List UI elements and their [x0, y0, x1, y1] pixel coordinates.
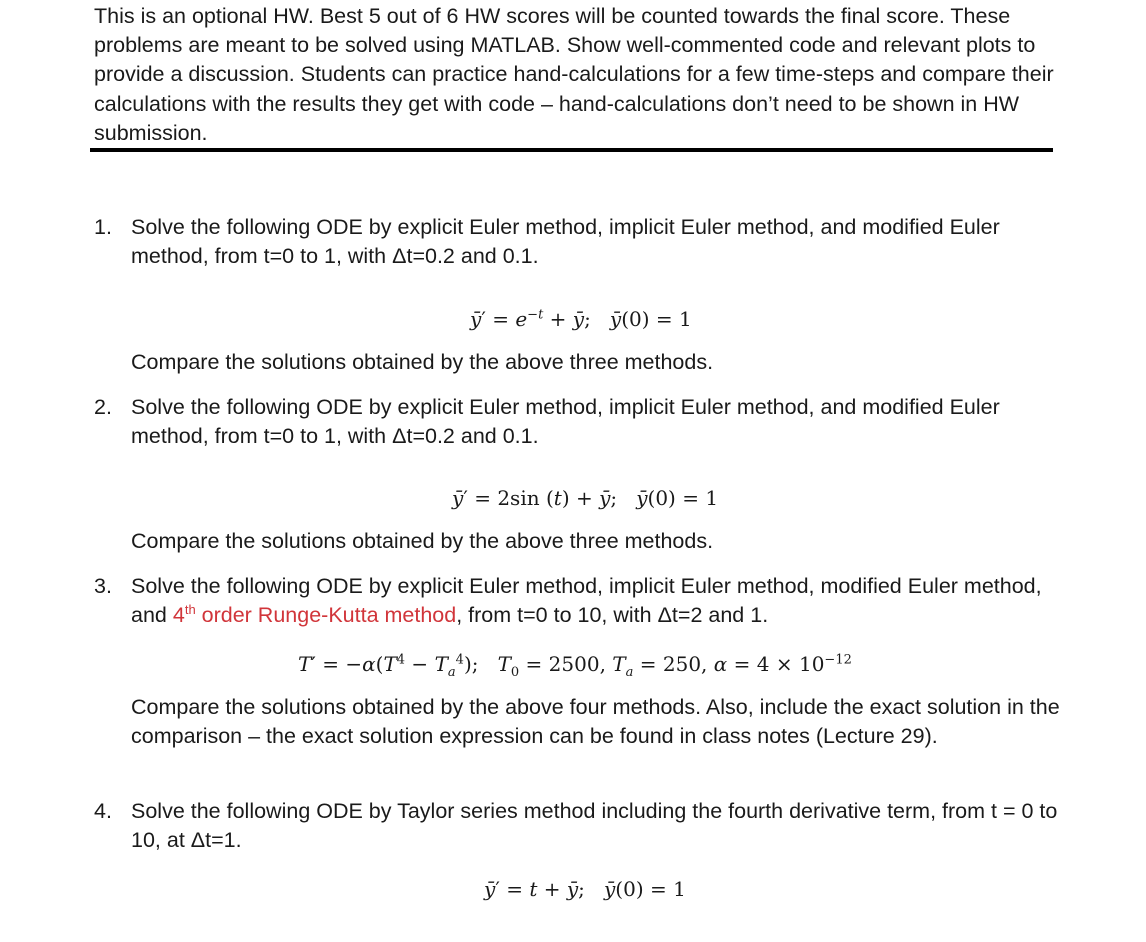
problem-number: 3. [94, 574, 112, 598]
header-rule [90, 148, 1053, 152]
highlight-text: order Runge-Kutta method [195, 603, 457, 628]
problem-2 [94, 393, 1074, 451]
problem-2-compare: Compare the solutions obtained by the above three methods. [131, 529, 714, 553]
highlight-number: 4 [172, 603, 185, 628]
problem-text: Solve the following ODE by explicit Euler method, implicit Euler method, and modified Euler method, from t=0 to 1, with Δt=0.2 and 0.1. [131, 215, 1000, 269]
problem-1 [94, 213, 1074, 271]
problem-4-equation: ȳ′ = t + ȳ; ȳ(0) = 1 [484, 877, 686, 901]
problem-text: Solve the following ODE by explicit Euler method, implicit Euler method, and modified Euler method, from t=0 to 1, with Δt=0.2 and 0.1. [131, 395, 1000, 449]
problem-number: 1. [94, 215, 112, 239]
problem-1-equation: ȳ′ = $e^{-t}$ + ȳ; ȳ(0) = 1 [470, 307, 692, 331]
intro-paragraph: This is an optional HW. Best 5 out of 6 HW scores will be counted towards the final score. These problems are meant to be solved using MATLAB. Show well-commented code and relevant plots to provide a discussion. Students can practice hand-calculations for a few time-steps and compare their calculations with the results they get with code – hand-calculations don’t need to be shown in HW submission. [94, 4, 1054, 145]
problem-text [131, 572, 1074, 630]
problem-text-part: Solve the following ODE by explicit Euler method, implicit Euler method, modified Euler method, and [131, 574, 1042, 628]
problem-3-equation: $T' = -\alpha(T^4 - T_a^4)$; $T_0 = 2500$, $T_a = 250$, $\alpha = 4 \times 10^{-12}$ [298, 652, 852, 680]
problem-number: 2. [94, 395, 112, 419]
problem-text: Solve the following ODE by Taylor series method including the fourth derivative term, from t = 0 to 10, at Δt=1. [131, 799, 1058, 853]
problem-text-part: , from t=0 to 10, with Δt=2 and 1. [456, 603, 769, 628]
problem-1-compare: Compare the solutions obtained by the above three methods. [131, 350, 714, 374]
problem-2-equation: ȳ′ = 2sin (t) + ȳ; ȳ(0) = 1 [452, 486, 719, 510]
problem-4 [94, 797, 1074, 855]
problem-3 [94, 572, 1074, 630]
problem-number: 4. [94, 799, 112, 823]
highlight-superscript: th [184, 602, 196, 618]
problem-3-compare: Compare the solutions obtained by the above four methods. Also, include the exact solution in the comparison – the exact solution expression can be found in class notes (Lecture 29). [131, 695, 1060, 749]
runge-kutta-highlight [173, 603, 456, 627]
